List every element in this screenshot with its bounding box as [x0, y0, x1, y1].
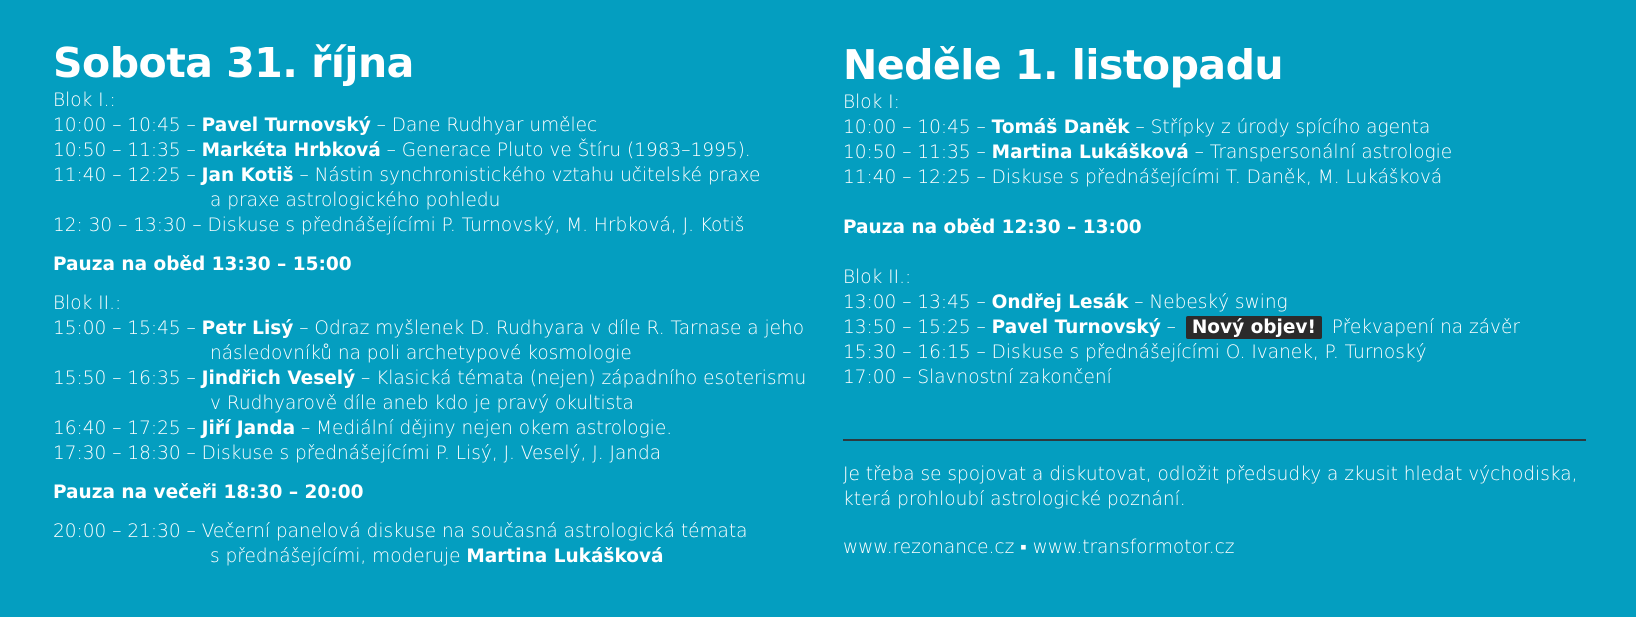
schedule-item: [53, 113, 793, 138]
link-separator: ▪: [1014, 537, 1033, 558]
sunday-block2-label: Blok II.:: [843, 267, 912, 288]
time-range: 11:40 – 12:25 –: [53, 165, 202, 186]
talk-topic: – Generace Pluto ve Štíru (1983–1995).: [380, 140, 751, 161]
schedule-item: [843, 340, 1586, 365]
time-range: 10:50 – 11:35 –: [843, 142, 992, 163]
closing-text: Slavnostní zakončení: [917, 367, 1112, 388]
website-links: [843, 535, 1586, 560]
talk-topic: – Dane Rudhyar umělec: [370, 115, 598, 136]
discussion-text: Diskuse s přednášejícími O. Ivanek, P. Turnoský: [991, 342, 1427, 363]
talk-topic: Překvapení na závěr: [1325, 317, 1520, 338]
schedule-item: [843, 290, 1586, 315]
panel-text: Večerní panelová diskuse na současná astrologická témata: [201, 521, 748, 542]
sunday-block1-label: Blok I:: [843, 92, 900, 113]
speaker-name: Jiří Janda: [201, 418, 296, 439]
schedule-item: [53, 213, 793, 238]
speaker-name: Jan Kotiš: [201, 165, 294, 186]
schedule-item: [843, 115, 1586, 140]
moderator-name: Martina Lukášková: [466, 546, 664, 567]
speaker-name: Pavel Turnovský: [201, 115, 371, 136]
closing-note: Je třeba se spojovat a diskutovat, odložit předsudky a zkusit hledat východiska, která prohloubí astrologické poznání.: [843, 464, 1578, 510]
separator-dash: –: [1160, 317, 1182, 338]
schedule-item: [53, 163, 793, 188]
discussion-text: Diskuse s přednášejícími P. Lisý, J. Veselý, J. Janda: [201, 443, 662, 464]
schedule-item: [843, 140, 1586, 165]
time-range: 20:00 – 21:30 –: [53, 521, 202, 542]
speaker-name: Tomáš Daněk: [991, 117, 1130, 138]
time-range: 12: 30 – 13:30 –: [53, 215, 208, 236]
panel-continuation: s přednášejícími, moderuje: [210, 546, 467, 567]
talk-topic-continuation: v Rudhyarově díle aneb kdo je pravý okultista: [210, 393, 634, 414]
dinner-break: Pauza na večeři 18:30 – 20:00: [53, 482, 364, 503]
schedule-item: [53, 316, 805, 341]
time-range: 13:50 – 15:25 –: [843, 317, 992, 338]
sunday-title: Neděle 1. listopadu: [843, 41, 1284, 89]
link-transformotor[interactable]: www.transformotor.cz: [1032, 537, 1235, 558]
saturday-block2-label: Blok II.:: [53, 293, 122, 314]
time-range: 13:00 – 13:45 –: [843, 292, 992, 313]
speaker-name: Jindřich Veselý: [201, 368, 356, 389]
new-discovery-badge: Nový objev!: [1186, 316, 1322, 339]
talk-topic: – Odraz myšlenek D. Rudhyara v díle R. Tarnase a jeho: [293, 318, 805, 339]
schedule-item: [53, 366, 807, 391]
discussion-text: Diskuse s přednášejícími T. Daněk, M. Lukášková: [991, 167, 1443, 188]
time-range: 17:00 –: [843, 367, 918, 388]
time-range: 16:40 – 17:25 –: [53, 418, 202, 439]
time-range: 15:50 – 16:35 –: [53, 368, 202, 389]
time-range: 11:40 – 12:25 –: [843, 167, 992, 188]
time-range: 10:50 – 11:35 –: [53, 140, 202, 161]
schedule-item: [53, 416, 793, 441]
lunch-break: Pauza na oběd 13:30 – 15:00: [53, 254, 352, 275]
talk-topic-continuation: a praxe astrologického pohledu: [210, 190, 501, 211]
talk-topic: – Klasická témata (nejen) západního esoterismu: [355, 368, 807, 389]
time-range: 15:30 – 16:15 –: [843, 342, 992, 363]
talk-topic: – Transpersonální astrologie: [1188, 142, 1453, 163]
schedule-item: [843, 165, 1586, 190]
time-range: 10:00 – 10:45 –: [53, 115, 202, 136]
talk-topic: – Mediální dějiny nejen okem astrologie.: [295, 418, 673, 439]
link-rezonance[interactable]: www.rezonance.cz: [843, 537, 1015, 558]
speaker-name: Markéta Hrbková: [201, 140, 381, 161]
schedule-item: [843, 365, 1586, 390]
saturday-block1-label: Blok I.:: [53, 90, 116, 111]
time-range: 15:00 – 15:45 –: [53, 318, 202, 339]
time-range: 17:30 – 18:30 –: [53, 443, 202, 464]
talk-topic: – Nástin synchronistického vztahu učitelské praxe: [293, 165, 761, 186]
talk-topic-continuation: následovníků na poli archetypové kosmologie: [210, 343, 632, 364]
schedule-item: [53, 519, 793, 544]
schedule-item: [53, 441, 793, 466]
saturday-title: Sobota 31. října: [53, 39, 414, 87]
talk-topic: – Nebeský swing: [1128, 292, 1288, 313]
speaker-name: Pavel Turnovský: [991, 317, 1161, 338]
discussion-text: Diskuse s přednášejícími P. Turnovský, M. Hrbková, J. Kotiš: [207, 215, 745, 236]
saturday-column: [53, 38, 807, 569]
schedule-item: [843, 315, 1586, 340]
speaker-name: Petr Lisý: [201, 318, 294, 339]
schedule-item: [53, 138, 793, 163]
speaker-name: Martina Lukášková: [991, 142, 1189, 163]
talk-topic: – Střípky z úrody spícího agenta: [1129, 117, 1431, 138]
talk-topic-continuation: [53, 544, 793, 569]
sunday-column: [843, 38, 1586, 560]
speaker-name: Ondřej Lesák: [991, 292, 1129, 313]
lunch-break: Pauza na oběd 12:30 – 13:00: [843, 217, 1142, 238]
time-range: 10:00 – 10:45 –: [843, 117, 992, 138]
